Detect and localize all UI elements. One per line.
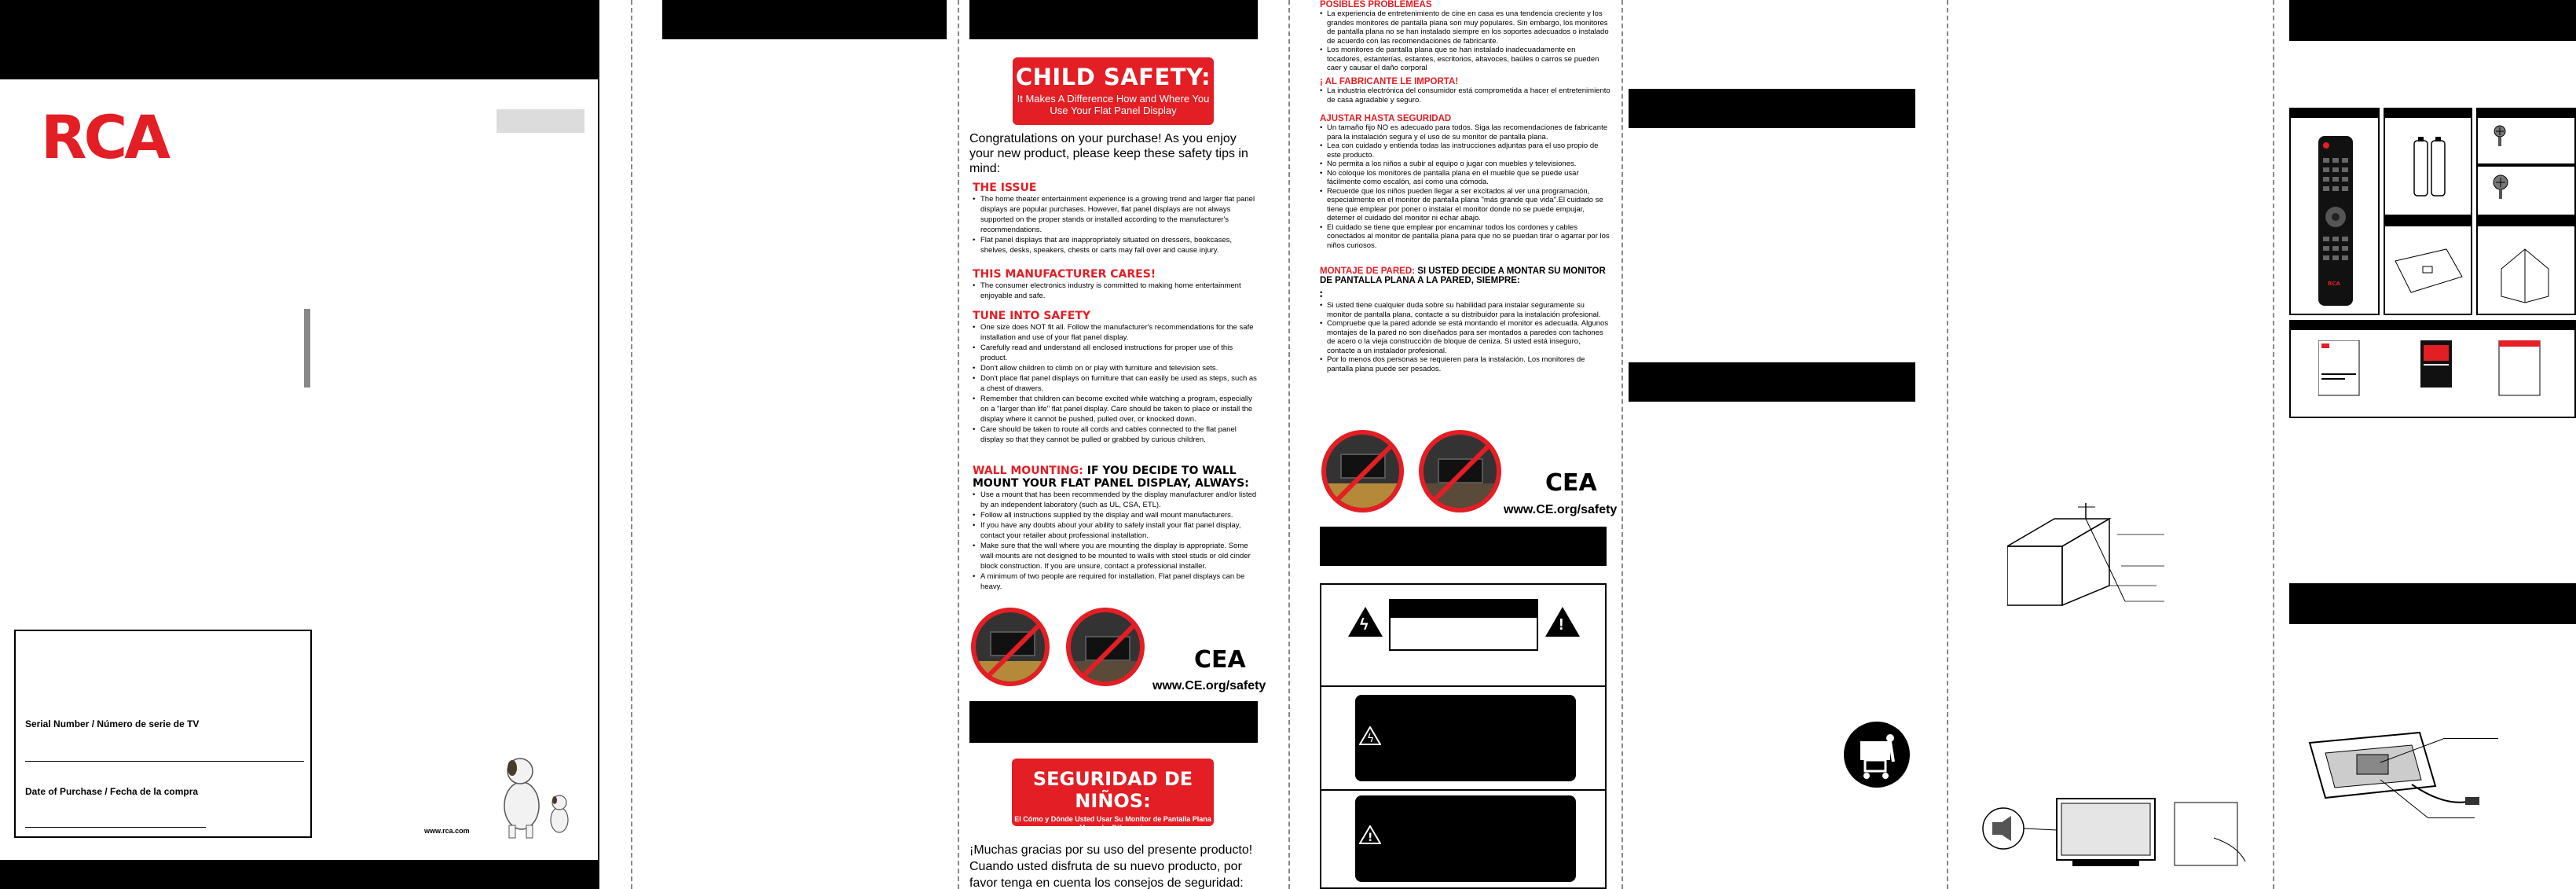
list-item: • Remember that children can become excited while watching a program, especially on a "larger than life" flat panel display. Care should be taken to place or install the display where it cannot be pushed, pulled over, or knocked down. [973,394,1257,424]
serial-number-label: Serial Number / Número de serie de TV [25,718,200,729]
callout-line [2428,817,2475,818]
svg-text:RCA: RCA [2328,281,2340,287]
wall-title-black: IF YOU DECIDE TO WALL MOUNT YOUR FLAT PANEL DISPLAY, ALWAYS: [973,465,1249,490]
issue-section [973,182,1257,255]
rca-logo [41,112,212,161]
banner-title: SEGURIDAD DE NIÑOS: [1032,768,1193,812]
divider [1320,685,1607,687]
section-title: TUNE INTO SAFETY [973,310,1091,322]
section-header-bar [1320,527,1607,566]
exclamation-warning-icon [1359,825,1381,844]
purchase-date-line [25,827,206,828]
list-item: • Use a mount that has been recommended by the display manufacturer and/or listed by an independent laboratory (such as UL, CSA, ETL). [973,490,1257,510]
accessory-documents [2289,320,2576,418]
list-item: • Si usted tiene cualquier duda sobre su habilidad para instalar seguramente su monitor de pantalla plana, contacte a su distribuidor para la instalación profesional. [1320,301,1610,319]
fold-line [1288,0,1290,889]
list-item: • Carefully read and understand all enclosed instructions for proper use of this product. [973,343,1257,363]
fold-line [1621,0,1623,889]
maker-section [1320,77,1610,105]
congrats-text: Congratulations on your purchase! As you enjoy your new product, please keep these safety tips in mind: [969,132,1248,175]
section-header-bar [662,0,947,39]
callout-line [2443,738,2498,739]
list-item: • Compruebe que la pared adonde se está montando el monitor es adecuada. Algunos montajes de la pared no son diseñados para ser montados a paredes con tachones de acero o la vieja construcción de bloque de ceniza. Si usted está inseguro, contacte a un instalador profesional. [1320,319,1610,355]
rca-logo-text: RCA [41,112,168,161]
cea-logo: CEA [1194,646,1246,674]
accessory-stand [2384,216,2472,315]
cover-bottom-band [0,860,599,889]
list-item: • Lea con cuidado y entienda todas las instrucciones adjuntas para el uso propio de este producto. [1320,141,1610,160]
cart-warning-icon [1841,719,1912,790]
spanish-wall-section [1320,266,1610,373]
list-item: • Los monitores de pantalla plana que se han instalado inadecuadamente en tocadores, estanterías, estantes, escritorios, altavoces, baúles o carros se pueden caer y causar el daño corporal [1320,46,1610,73]
list-item: • La experiencia de entretenimiento de cine en casa es una tendencia creciente y los grandes monitores de pantalla plana son muy populares. Sin embargo, los monitores de pantalla plana no se han instalado siempre en los soportes adecuados o instalado de acuerdo con las recomendaciones de fabricante. [1320,9,1610,46]
stand-base-icon [2391,241,2466,304]
list-item: • No permita a los niños a subir al equipo o jugar con muebles y televisiones. [1320,160,1610,169]
section-header-bar [1629,89,1915,128]
rca-url: www.rca.com [424,827,470,835]
cea-url: www.CE.org/safety [1152,679,1266,692]
list-item: • The home theater entertainment experience is a growing trend and larger flat panel displays are popular purchases. However, flat panel displays are not always supported on the proper stands or installed according to the manufacturer's recommendations. [973,194,1257,235]
caution-label [1389,599,1538,651]
wall-mount-section [973,465,1257,592]
svg-text:ϟ: ϟ [1367,733,1375,745]
list-item: • Make sure that the wall where you are mounting the display is appropriate. Some wall mounts are not designed to be mounted to walls with steel studs or old cinder block construction. If you are unsure, contact a professional installer. [973,541,1257,571]
accessory-neck [2476,216,2576,315]
accessory-remote [2289,108,2380,315]
banner-subtitle: It Makes A Difference How and Where You Use Your Flat Panel Display [1017,93,1210,116]
section-title: ¡ AL FABRICANTE LE IMPORTA! [1320,77,1459,86]
accessory-screws [2476,165,2576,216]
no-stand-icon [1321,430,1404,512]
list-item: • El cuidado se tiene que emplear por encaminar todos los cordones y cables conectados al monitor de pantalla plana para que no se puedan tirar o agarrar por los niños curiosos. [1320,223,1610,251]
spine-marker [304,309,310,388]
screw-icon [2490,174,2511,200]
divider [1320,789,1607,791]
cea-url: www.CE.org/safety [1504,503,1618,516]
purchase-date-label: Date of Purchase / Fecha de la compra [25,786,199,797]
list-item: • Recuerde que los niños pueden llegar a ser excitados al ver una programación, especialmente en el monitor de pantalla plana "más grande que vida".El cuidado se tiene que emplear por poner o instalar el monitor donde no se puede empujar, deterner el cuidado del monitor ni echar abajo. [1320,187,1610,223]
cover-top-band [0,0,599,79]
no-stand-icon [971,608,1050,686]
serial-number-line [25,761,304,762]
section-title [973,465,1257,490]
remote-control-icon [2317,134,2354,307]
list-item: • Don't allow children to climb on or play with furniture and television sets. [973,363,1257,373]
list-item: • Don't place flat panel displays on furniture that can easily be used as steps, such as a chest of drawers. [973,373,1257,394]
wall-title-red: WALL MOUNTING: [973,465,1083,477]
fold-line [2273,0,2274,889]
section-title: AJUSTAR HASTA SEGURIDAD [1320,114,1452,123]
list-item: • Flat panel displays that are inappropriately situated on dressers, bookcases, shelves, desks, speakers, chests or carts may fall over and cause injury. [973,235,1257,255]
list-item: • No coloque los monitores de pantalla plana en el mueble que se puede usar fácilmente como escalón, así como una cómoda. [1320,169,1610,187]
screw-icon [2490,125,2509,147]
accessory-screws [2476,108,2576,165]
tv-rear-connection-diagram [2302,731,2538,833]
section-title: THE ISSUE [973,182,1037,194]
section-title: THIS MANUFACTURER CARES! [973,268,1156,281]
list-item: • The consumer electronics industry is committed to making home entertainment enjoyable and safe. [973,281,1257,301]
list-item: • Un tamaño fijo NO es adecuado para todos. Siga las recomendaciones de fabricante para la instalación segura y el uso de su monitor de pantalla plana. [1320,123,1610,141]
antenna-grounding-diagram [2007,503,2164,629]
section-header-bar [2289,0,2576,41]
stand-neck-icon [2494,241,2556,304]
tune-section [973,310,1257,445]
section-title [1320,266,1610,285]
adjust-section [1320,114,1610,250]
fold-line [958,0,959,889]
model-label-tab [497,109,584,133]
section-title: POSIBLES PROBLEMEAS [1320,0,1432,9]
section-header-bar [969,701,1258,743]
list-item: • A minimum of two people are required for installation. Flat panel displays can be heavy. [973,571,1257,592]
connection-diagram [1978,791,2273,869]
warning-panel [1355,695,1576,781]
cares-section [973,268,1257,301]
lightning-warning-icon [1359,726,1381,745]
fold-line [1947,0,1948,889]
nipper-dog-icon [492,751,578,839]
list-item: • Por lo menos dos personas se requieren para la instalación. Los monitores de pantalla plana puede ser pesados. [1320,355,1610,373]
accessory-batteries [2384,108,2472,216]
list-item: • Follow all instructions supplied by the display and wall mount manufacturers. [973,510,1257,520]
list-item: • Care should be taken to route all cords and cables connected to the flat panel display so that they cannot be pulled or grabbed by curious children. [973,424,1257,445]
no-stand-icon [1066,608,1145,686]
seguridad-banner [1012,759,1214,832]
section-header-bar [969,0,1258,39]
list-item: • One size does NOT fit all. Follow the manufacturer's recommendations for the safe installation and use of your flat panel display. [973,322,1257,343]
serial-record-box [14,630,312,838]
svg-text:!: ! [1368,832,1373,844]
battery-icon [2413,136,2448,197]
muchas-gracias-text: ¡Muchas gracias por su uso del presente producto! Cuando usted disfruta de su nuevo producto, por favor tenga en cuenta los consejos de seguridad: [969,843,1253,889]
wall-title-red: MONTAJE DE PARED: [1320,266,1415,276]
section-header-bar [1629,362,1915,402]
documents-icon [2318,340,2554,403]
fold-line [631,0,632,889]
warning-panel [1355,795,1576,882]
banner-subtitle: El Cómo y Dónde Usted Usar Su Monitor de Pantalla Plana Marca La Diferencia [1014,815,1211,832]
cea-logo: CEA [1545,469,1597,497]
no-stand-icon [1419,430,1501,512]
list-item: • If you have any doubts about your ability to safely install your flat panel display, contact your retailer about professional installation. [973,520,1257,541]
wall-title-black: SI USTED DECIDE A MONTAR SU MONITOR DE PANTALLA PLANA A LA PARED, SIEMPRE: [1320,266,1606,285]
problems-section [1320,0,1610,73]
section-header-bar [2289,583,2576,624]
child-safety-banner [1013,57,1214,125]
banner-title: CHILD SAFETY: [1015,64,1211,90]
list-item: • La industria electrónica del consumidor está comprometida a hacer el entretenimiento de casa agradable y seguro. [1320,86,1610,105]
